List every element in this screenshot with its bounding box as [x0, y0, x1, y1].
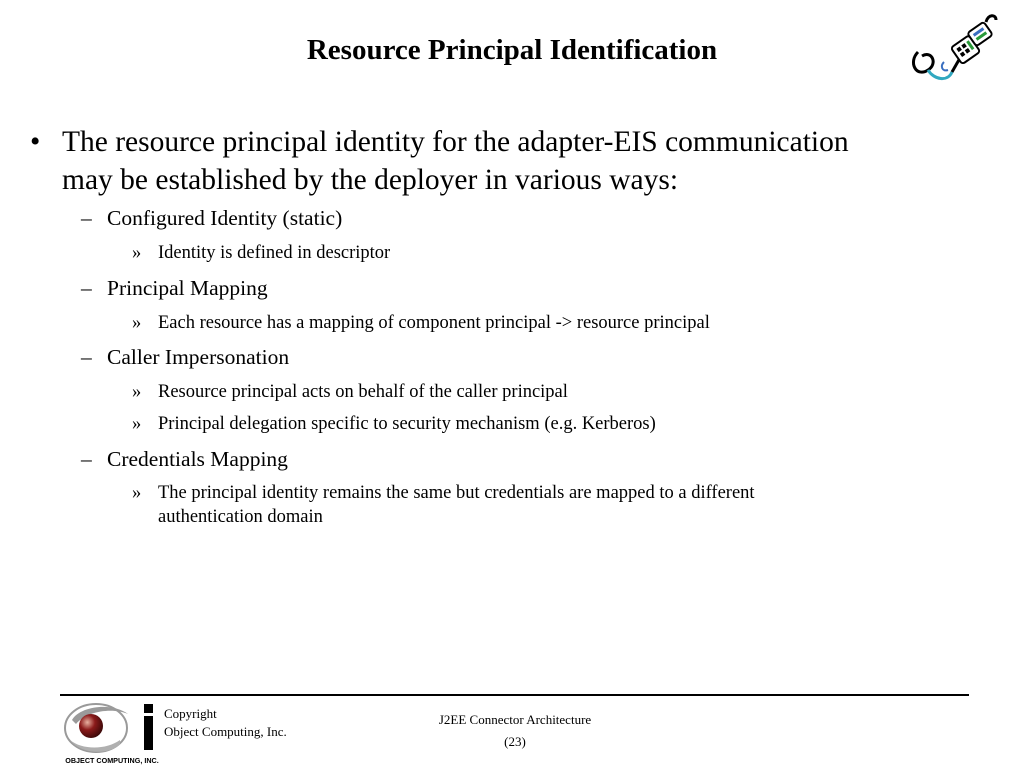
main-bullet-marker: • [30, 126, 41, 158]
footer-copyright [164, 705, 287, 741]
copyright-line-2: Object Computing, Inc. [164, 724, 287, 739]
sub-bullet-marker: – [81, 276, 92, 300]
sub-sub-bullet-marker: » [132, 243, 142, 263]
main-point-line1: The resource principal identity for the adapter-EIS communication [62, 126, 849, 158]
item-configured-identity: Configured Identity (static) [107, 206, 343, 230]
item-principal-mapping-detail: Each resource has a mapping of component principal -> resource principal [158, 313, 710, 333]
item-caller-impersonation-detail-2: Principal delegation specific to security mechanism (e.g. Kerberos) [158, 414, 656, 434]
logo-caption: OBJECT COMPUTING, INC. [65, 756, 159, 765]
sub-sub-bullet-marker: » [132, 313, 142, 333]
item-caller-impersonation: Caller Impersonation [107, 345, 290, 369]
item-principal-mapping: Principal Mapping [107, 276, 268, 300]
sub-bullet-marker: – [81, 345, 92, 369]
sub-bullet-marker: – [81, 447, 92, 471]
item-credentials-mapping-detail-line2: authentication domain [158, 507, 323, 527]
page-number: (23) [504, 734, 526, 749]
course-title: J2EE Connector Architecture [438, 712, 592, 727]
footer-course-info [400, 709, 630, 753]
sub-sub-bullet-marker: » [132, 483, 142, 503]
copyright-line-1: Copyright [164, 706, 217, 721]
sub-sub-bullet-marker: » [132, 382, 142, 402]
object-computing-logo [62, 700, 162, 766]
sub-sub-bullet-marker: » [132, 414, 142, 434]
slide-title: Resource Principal Identification [306, 34, 718, 66]
item-configured-identity-detail: Identity is defined in descriptor [158, 243, 391, 263]
main-point-line2: may be established by the deployer in various ways: [62, 164, 679, 196]
footer-divider [60, 694, 969, 696]
item-caller-impersonation-detail-1: Resource principal acts on behalf of the caller principal [158, 382, 568, 402]
item-credentials-mapping-detail-line1: The principal identity remains the same but credentials are mapped to a different [158, 483, 755, 503]
item-credentials-mapping: Credentials Mapping [107, 447, 288, 471]
sub-bullet-marker: – [81, 206, 92, 230]
